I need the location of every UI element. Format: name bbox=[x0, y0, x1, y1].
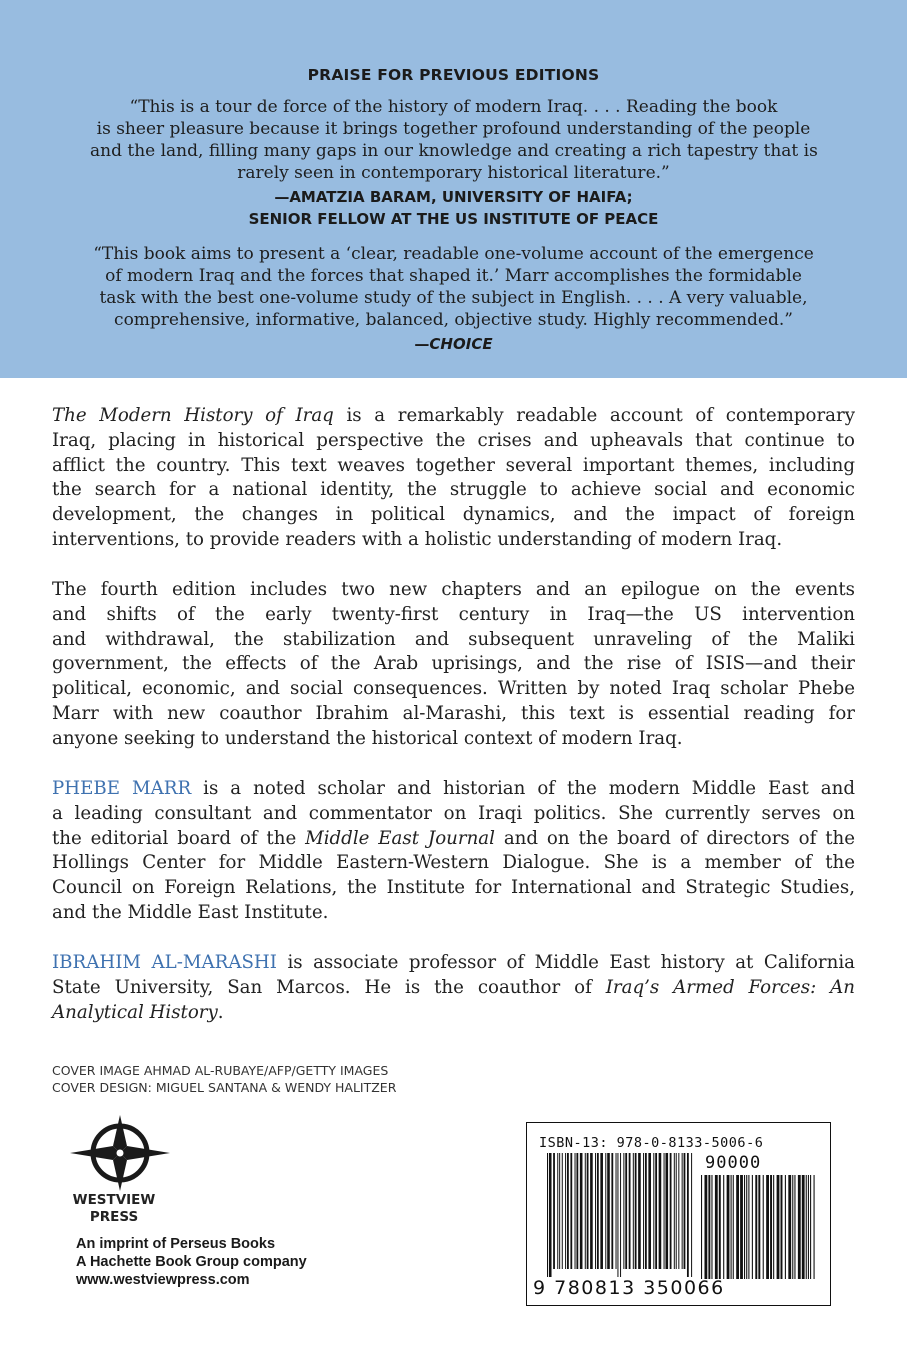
text-line: a leading consultant and commentator on Iraqi politics. She currently serves on bbox=[52, 802, 855, 824]
barcode-bar bbox=[731, 1175, 732, 1279]
author-name: IBRAHIM AL-MARASHI bbox=[52, 952, 277, 973]
text-line: and withdrawal, the stabilization and subsequent unraveling of the Maliki bbox=[52, 628, 855, 650]
book-title: Analytical History bbox=[52, 1001, 218, 1023]
barcode-bar bbox=[678, 1153, 679, 1269]
barcode-bar bbox=[746, 1175, 747, 1279]
barcode-bar bbox=[576, 1153, 578, 1269]
barcode-bar bbox=[629, 1153, 631, 1269]
praise-attribution-1 bbox=[0, 186, 907, 230]
praise-heading: PRAISE FOR PREVIOUS EDITIONS bbox=[307, 66, 600, 84]
cover-credits bbox=[52, 1062, 396, 1096]
quote-line: “This is a tour de force of the history of modern Iraq. . . . Reading the book bbox=[129, 97, 778, 117]
compass-rose-icon bbox=[70, 1113, 170, 1193]
barcode-bar bbox=[708, 1175, 710, 1279]
author-name: PHEBE MARR bbox=[52, 778, 192, 799]
quote-line: rarely seen in contemporary historical literature.” bbox=[237, 163, 670, 183]
barcode-bar bbox=[625, 1153, 627, 1269]
barcode-bar bbox=[665, 1153, 668, 1269]
barcode-bar bbox=[638, 1153, 641, 1269]
barcode-bar bbox=[806, 1175, 807, 1279]
barcode-bar bbox=[810, 1175, 811, 1279]
barcode-bar bbox=[777, 1175, 780, 1279]
barcode-bar bbox=[758, 1175, 760, 1279]
barcode-bar bbox=[616, 1153, 617, 1269]
barcode-bar bbox=[788, 1175, 791, 1279]
barcode-bar bbox=[704, 1175, 707, 1279]
barcode-bar bbox=[814, 1175, 815, 1279]
text-line: the search for a national identity, the struggle to achieve social and economic bbox=[52, 479, 855, 501]
barcode-bar bbox=[653, 1153, 654, 1269]
text-line: political, economic, and social consequences. Written by noted Iraq scholar Phebe bbox=[52, 678, 855, 700]
text-line: Marr with new coauthor Ibrahim al-Marashi, this text is essential reading for bbox=[52, 702, 855, 724]
text-line: The fourth edition includes two new chapters and an epilogue on the events bbox=[52, 579, 855, 600]
barcode-bar bbox=[785, 1175, 786, 1279]
journal-title: Middle East Journal bbox=[305, 827, 495, 849]
barcode-bar bbox=[655, 1153, 657, 1269]
barcode-bar bbox=[605, 1153, 606, 1269]
attribution-source: CHOICE bbox=[429, 335, 493, 353]
barcode-bar bbox=[595, 1153, 596, 1269]
text-line: interventions, to provide readers with a holistic understanding of modern Iraq. bbox=[52, 528, 783, 550]
barcode-bar bbox=[664, 1153, 665, 1269]
barcode-bar bbox=[580, 1153, 583, 1269]
barcode-bar bbox=[691, 1153, 692, 1277]
book-title: The Modern History of Iraq bbox=[52, 405, 334, 426]
barcode-bar bbox=[648, 1153, 651, 1269]
barcode-bar bbox=[585, 1153, 586, 1269]
isbn-label: ISBN-13: 978-0-8133-5006-6 bbox=[539, 1135, 764, 1151]
publisher-name: WESTVIEW PRESS bbox=[72, 1192, 156, 1225]
quote-line: is sheer pleasure because it brings together profound understanding of the people bbox=[96, 119, 811, 139]
barcode-bar bbox=[770, 1175, 772, 1279]
barcode-bar bbox=[792, 1175, 793, 1279]
ean-digits: 9 780813 350066 bbox=[533, 1277, 725, 1299]
description-paragraph-1: The Modern History of Iraq is a remarkably readable account of contemporary Iraq, placing in historical perspective the crises and upheavals that continue to afflict the country. This text weaves together several important themes, including the search for a national identity, the struggle to achieve social and economic development, the changes in political dynamics, and the impact of foreign interventions, to provide readers with a holistic understanding of modern Iraq. bbox=[52, 404, 855, 553]
description-paragraph-2 bbox=[52, 578, 855, 752]
barcode-bar bbox=[727, 1175, 730, 1279]
text-line: government, the effects of the Arab uprisings, and the rise of ISIS—and their bbox=[52, 653, 855, 675]
quote-line: comprehensive, informative, balanced, objective study. Highly recommended.” bbox=[114, 310, 793, 330]
quote-line: of modern Iraq and the forces that shaped it.’ Marr accomplishes the formidable bbox=[105, 266, 802, 286]
barcode-bar bbox=[736, 1175, 739, 1279]
barcode-bar bbox=[773, 1175, 774, 1279]
barcode-bar bbox=[723, 1175, 724, 1279]
barcode-bar bbox=[684, 1153, 686, 1269]
barcode-bar bbox=[633, 1153, 634, 1269]
barcode-bar bbox=[676, 1153, 677, 1269]
text-line: and shifts of the early twenty-first century in Iraq—the US intervention bbox=[52, 603, 855, 625]
barcode-bar bbox=[748, 1175, 749, 1279]
publisher-group: A Hachette Book Group company bbox=[76, 1254, 307, 1270]
attribution-dash: — bbox=[414, 335, 430, 353]
text-line: anyone seeking to understand the historical context of modern Iraq. bbox=[52, 727, 683, 749]
text-line: Iraq, placing in historical perspective the crises and upheavals that continue to bbox=[52, 429, 855, 451]
barcode-bar bbox=[763, 1175, 764, 1279]
ean-barcode-bars bbox=[547, 1153, 695, 1279]
price-code: 90000 bbox=[705, 1153, 762, 1173]
barcode-bar bbox=[752, 1175, 753, 1279]
barcode-bar bbox=[755, 1175, 757, 1279]
barcode-bar bbox=[547, 1153, 548, 1277]
barcode-bar bbox=[781, 1175, 783, 1279]
barcode-bar bbox=[645, 1153, 647, 1269]
text-line: Hollings Center for Middle Eastern-Western Dialogue. She is a member of the bbox=[52, 852, 855, 874]
barcode-bar bbox=[766, 1175, 769, 1279]
barcode-bar bbox=[549, 1153, 552, 1277]
quote-line: and the land, filling many gaps in our knowledge and creating a rich tapestry that is bbox=[90, 141, 818, 161]
barcode-bar bbox=[719, 1175, 721, 1279]
text-line: afflict the country. This text weaves together several important themes, including bbox=[52, 454, 855, 476]
barcode-bar bbox=[557, 1153, 558, 1269]
barcode-bar bbox=[623, 1153, 624, 1269]
quote-line: task with the best one-volume study of the subject in English. . . . A very valuable, bbox=[99, 288, 808, 308]
barcode-bar bbox=[687, 1153, 689, 1277]
barcode-bar bbox=[733, 1175, 734, 1279]
quote-line: “This book aims to present a ‘clear, readable one-volume account of the emergence bbox=[93, 244, 814, 264]
addon-barcode-bars bbox=[701, 1175, 819, 1279]
praise-attribution-2 bbox=[0, 333, 907, 355]
praise-section bbox=[0, 0, 907, 378]
barcode-bar bbox=[701, 1175, 702, 1279]
isbn-barcode bbox=[526, 1122, 831, 1306]
barcode-bar bbox=[674, 1153, 675, 1269]
barcode-bar bbox=[802, 1175, 805, 1279]
barcode-bar bbox=[597, 1153, 599, 1269]
barcode-bar bbox=[715, 1175, 718, 1279]
barcode-bar bbox=[682, 1153, 683, 1269]
barcode-bar bbox=[670, 1153, 672, 1269]
attribution-line: —AMATZIA BARAM, UNIVERSITY OF HAIFA; bbox=[274, 188, 633, 206]
barcode-bar bbox=[553, 1153, 555, 1269]
barcode-bar bbox=[659, 1153, 662, 1269]
barcode-bar bbox=[798, 1175, 801, 1279]
praise-quote-1 bbox=[90, 96, 817, 184]
barcode-bar bbox=[559, 1153, 560, 1269]
publisher-imprint: An imprint of Perseus Books bbox=[76, 1236, 276, 1252]
barcode-bar bbox=[607, 1153, 610, 1269]
barcode-bar bbox=[794, 1175, 795, 1279]
barcode-bar bbox=[575, 1153, 576, 1269]
barcode-bar bbox=[744, 1175, 745, 1279]
praise-quote-2 bbox=[90, 243, 817, 331]
barcode-bar bbox=[600, 1153, 603, 1269]
barcode-bar bbox=[562, 1153, 563, 1269]
publisher-info bbox=[76, 1235, 307, 1289]
publisher-website: www.westviewpress.com bbox=[76, 1272, 250, 1288]
barcode-bar bbox=[587, 1153, 589, 1269]
barcode-bar bbox=[565, 1153, 566, 1269]
text-line: Council on Foreign Relations, the Institute for International and Strategic Studies, bbox=[52, 877, 855, 899]
barcode-bar bbox=[590, 1153, 593, 1269]
barcode-bar bbox=[643, 1153, 644, 1269]
barcode-bar bbox=[611, 1153, 613, 1269]
author-bio-ibrahim-al-marashi: IBRAHIM AL-MARASHI is associate professor of Middle East history at California State University, San Marcos. He is the coauthor of Iraq’s Armed Forces: An Analytical History. bbox=[52, 952, 855, 1023]
barcode-bar bbox=[570, 1153, 572, 1269]
barcode-bar bbox=[567, 1153, 569, 1269]
barcode-bar bbox=[620, 1153, 621, 1277]
book-title: Iraq’s Armed Forces: An bbox=[605, 976, 855, 998]
barcode-bar bbox=[635, 1153, 637, 1269]
barcode-bar bbox=[711, 1175, 712, 1279]
text-line: and the Middle East Institute. bbox=[52, 901, 329, 923]
text-line: development, the changes in political dynamics, and the impact of foreign bbox=[52, 504, 855, 526]
attribution-line: SENIOR FELLOW AT THE US INSTITUTE OF PEACE bbox=[248, 210, 659, 228]
cover-design-credit: COVER DESIGN: MIGUEL SANTANA & WENDY HALITZER bbox=[52, 1080, 397, 1095]
barcode-bar bbox=[740, 1175, 743, 1279]
barcode-bar bbox=[808, 1175, 809, 1279]
cover-image-credit: COVER IMAGE AHMAD AL-RUBAYE/AFP/GETTY IMAGES bbox=[52, 1063, 389, 1078]
author-bio-phebe-marr: PHEBE MARR is a noted scholar and historian of the modern Middle East and a leading consultant and commentator on Iraqi politics. She currently serves on the editorial board of the Middle East Journal and on the board of directors of the Hollings Center for Middle Eastern-Western Dialogue. She is a member of the Council on Foreign Relations, the Institute for International and Strategic Studies, and the Middle East Institute. bbox=[52, 777, 855, 926]
barcode-bar bbox=[617, 1153, 618, 1277]
